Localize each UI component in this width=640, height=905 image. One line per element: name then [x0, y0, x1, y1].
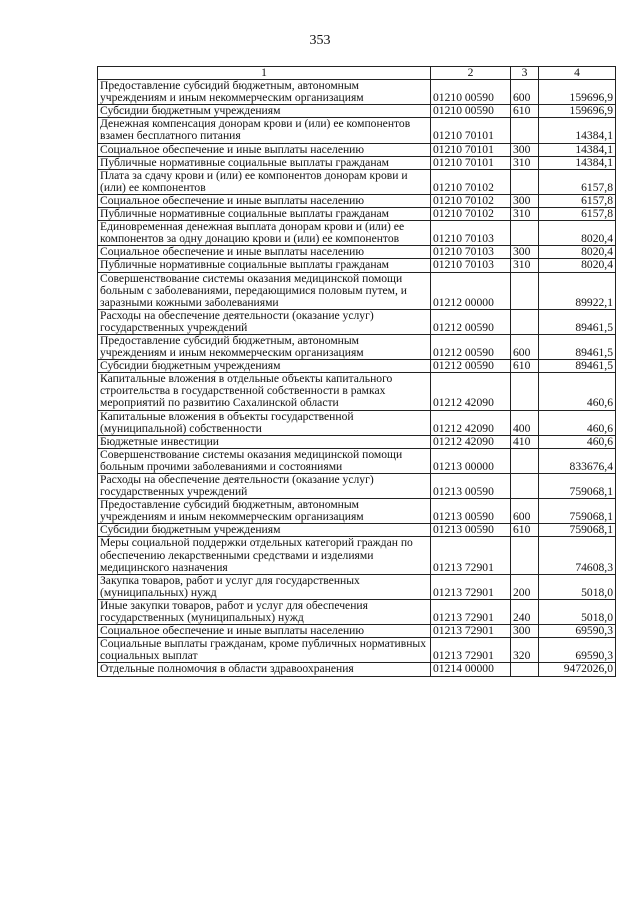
cell-name: Субсидии бюджетным учреждениям: [98, 360, 431, 373]
cell-name: Предоставление субсидий бюджетным, автономным учреждениям и иным некоммерческим организациям: [98, 499, 431, 524]
table-row: [98, 259, 616, 272]
cell-amount: 159696,9: [539, 105, 616, 118]
cell-type: [511, 118, 539, 143]
table-row: [98, 118, 616, 143]
table-row: [98, 208, 616, 221]
cell-amount: 759068,1: [539, 499, 616, 524]
cell-type: [511, 537, 539, 574]
cell-amount: 460,6: [539, 373, 616, 410]
cell-code: 01213 72901: [431, 625, 511, 638]
cell-code: 01212 42090: [431, 435, 511, 448]
cell-code: 01210 70103: [431, 221, 511, 246]
cell-code: 01213 00590: [431, 499, 511, 524]
cell-type: 320: [511, 638, 539, 663]
cell-code: 01210 00590: [431, 105, 511, 118]
budget-table-body: [98, 67, 616, 677]
cell-amount: 89461,5: [539, 309, 616, 334]
cell-amount: 5018,0: [539, 574, 616, 599]
cell-type: 300: [511, 194, 539, 207]
cell-amount: 460,6: [539, 410, 616, 435]
cell-amount: 460,6: [539, 435, 616, 448]
cell-type: 600: [511, 80, 539, 105]
cell-name: Предоставление субсидий бюджетным, автономным учреждениям и иным некоммерческим организациям: [98, 334, 431, 359]
cell-name: Субсидии бюджетным учреждениям: [98, 105, 431, 118]
table-row: [98, 156, 616, 169]
cell-type: [511, 272, 539, 309]
cell-type: 200: [511, 574, 539, 599]
cell-code: 01212 42090: [431, 373, 511, 410]
table-row: [98, 499, 616, 524]
cell-name: Совершенствование системы оказания медицинской помощи больным прочими заболеваниями и состояниями: [98, 448, 431, 473]
cell-code: 01210 70103: [431, 246, 511, 259]
cell-code: 01210 70102: [431, 169, 511, 194]
cell-amount: 759068,1: [539, 524, 616, 537]
cell-amount: 833676,4: [539, 448, 616, 473]
cell-type: 300: [511, 625, 539, 638]
cell-code: 01210 70101: [431, 143, 511, 156]
cell-name: Публичные нормативные социальные выплаты гражданам: [98, 208, 431, 221]
cell-name: Меры социальной поддержки отдельных категорий граждан по обеспечению лекарственными средствами и изделиями медицинского назначения: [98, 537, 431, 574]
cell-type: [511, 309, 539, 334]
cell-code: 01213 72901: [431, 599, 511, 624]
cell-type: 610: [511, 524, 539, 537]
cell-amount: 89461,5: [539, 334, 616, 359]
table-row: [98, 221, 616, 246]
cell-name: Субсидии бюджетным учреждениям: [98, 524, 431, 537]
cell-amount: 6157,8: [539, 169, 616, 194]
table-row: [98, 169, 616, 194]
cell-name: Единовременная денежная выплата донорам крови и (или) ее компонентов за одну донацию крови и (или) ее компонентов: [98, 221, 431, 246]
cell-type: 310: [511, 259, 539, 272]
table-row: [98, 194, 616, 207]
cell-amount: 6157,8: [539, 194, 616, 207]
column-header-name: 1: [98, 67, 431, 80]
cell-name: Денежная компенсация донорам крови и (или) ее компонентов взамен бесплатного питания: [98, 118, 431, 143]
cell-code: 01210 70102: [431, 208, 511, 221]
cell-amount: 8020,4: [539, 259, 616, 272]
cell-code: 01210 70101: [431, 156, 511, 169]
cell-code: 01212 00590: [431, 360, 511, 373]
cell-type: 310: [511, 156, 539, 169]
cell-type: 610: [511, 360, 539, 373]
cell-type: 310: [511, 208, 539, 221]
cell-code: 01210 70103: [431, 259, 511, 272]
table-row: [98, 435, 616, 448]
cell-name: Социальные выплаты гражданам, кроме публичных нормативных социальных выплат: [98, 638, 431, 663]
table-row: [98, 105, 616, 118]
cell-name: Плата за сдачу крови и (или) ее компонентов донорам крови и (или) ее компонентов: [98, 169, 431, 194]
cell-name: Бюджетные инвестиции: [98, 435, 431, 448]
table-row: [98, 599, 616, 624]
table-row: [98, 663, 616, 676]
cell-type: [511, 221, 539, 246]
table-row: [98, 373, 616, 410]
cell-name: Совершенствование системы оказания медицинской помощи больным с заболеваниями, передающимися половым путем, и заразными кожными заболеваниями: [98, 272, 431, 309]
table-row: [98, 625, 616, 638]
cell-type: 610: [511, 105, 539, 118]
table-row: [98, 272, 616, 309]
cell-amount: 89922,1: [539, 272, 616, 309]
table-row: [98, 360, 616, 373]
cell-amount: 6157,8: [539, 208, 616, 221]
cell-code: 01213 72901: [431, 638, 511, 663]
cell-code: 01213 00590: [431, 474, 511, 499]
table-row: [98, 638, 616, 663]
cell-type: [511, 169, 539, 194]
cell-type: 400: [511, 410, 539, 435]
table-row: [98, 474, 616, 499]
cell-name: Капитальные вложения в отдельные объекты капитального строительства в государственной собственности в рамках мероприятий по развитию Сахалинской области: [98, 373, 431, 410]
table-header-row: [98, 67, 616, 80]
cell-type: 600: [511, 499, 539, 524]
cell-amount: 5018,0: [539, 599, 616, 624]
cell-name: Социальное обеспечение и иные выплаты населению: [98, 194, 431, 207]
cell-code: 01212 42090: [431, 410, 511, 435]
cell-type: 240: [511, 599, 539, 624]
cell-name: Отдельные полномочия в области здравоохранения: [98, 663, 431, 676]
table-row: [98, 334, 616, 359]
cell-name: Социальное обеспечение и иные выплаты населению: [98, 625, 431, 638]
cell-code: 01213 72901: [431, 537, 511, 574]
table-row: [98, 537, 616, 574]
cell-amount: 759068,1: [539, 474, 616, 499]
cell-code: 01213 00590: [431, 524, 511, 537]
cell-amount: 89461,5: [539, 360, 616, 373]
cell-amount: 8020,4: [539, 246, 616, 259]
cell-name: Публичные нормативные социальные выплаты гражданам: [98, 156, 431, 169]
column-header-amount: 4: [539, 67, 616, 80]
cell-name: Социальное обеспечение и иные выплаты населению: [98, 143, 431, 156]
cell-amount: 14384,1: [539, 156, 616, 169]
cell-type: [511, 373, 539, 410]
cell-type: [511, 474, 539, 499]
cell-amount: 9472026,0: [539, 663, 616, 676]
cell-name: Публичные нормативные социальные выплаты гражданам: [98, 259, 431, 272]
cell-code: 01213 72901: [431, 574, 511, 599]
cell-code: 01212 00000: [431, 272, 511, 309]
cell-name: Закупка товаров, работ и услуг для государственных (муниципальных) нужд: [98, 574, 431, 599]
budget-table: [97, 66, 616, 677]
cell-code: 01213 00000: [431, 448, 511, 473]
cell-name: Иные закупки товаров, работ и услуг для обеспечения государственных (муниципальных) нужд: [98, 599, 431, 624]
cell-name: Капитальные вложения в объекты государственной (муниципальной) собственности: [98, 410, 431, 435]
table-row: [98, 309, 616, 334]
cell-name: Расходы на обеспечение деятельности (оказание услуг) государственных учреждений: [98, 474, 431, 499]
cell-type: [511, 663, 539, 676]
cell-amount: 69590,3: [539, 625, 616, 638]
cell-code: 01210 70102: [431, 194, 511, 207]
table-row: [98, 574, 616, 599]
cell-code: 01212 00590: [431, 334, 511, 359]
page-number: 353: [309, 33, 331, 48]
table-row: [98, 524, 616, 537]
cell-amount: 74608,3: [539, 537, 616, 574]
table-row: [98, 246, 616, 259]
cell-name: Социальное обеспечение и иные выплаты населению: [98, 246, 431, 259]
table-row: [98, 448, 616, 473]
table-row: [98, 410, 616, 435]
cell-amount: 14384,1: [539, 143, 616, 156]
column-header-type: 3: [511, 67, 539, 80]
cell-code: 01212 00590: [431, 309, 511, 334]
cell-code: 01210 00590: [431, 80, 511, 105]
cell-name: Предоставление субсидий бюджетным, автономным учреждениям и иным некоммерческим организациям: [98, 80, 431, 105]
column-header-code: 2: [431, 67, 511, 80]
table-row: [98, 80, 616, 105]
cell-code: 01210 70101: [431, 118, 511, 143]
cell-type: 410: [511, 435, 539, 448]
cell-amount: 14384,1: [539, 118, 616, 143]
cell-type: 300: [511, 143, 539, 156]
table-row: [98, 143, 616, 156]
cell-code: 01214 00000: [431, 663, 511, 676]
cell-type: [511, 448, 539, 473]
cell-name: Расходы на обеспечение деятельности (оказание услуг) государственных учреждений: [98, 309, 431, 334]
cell-type: 600: [511, 334, 539, 359]
cell-amount: 159696,9: [539, 80, 616, 105]
cell-amount: 69590,3: [539, 638, 616, 663]
cell-type: 300: [511, 246, 539, 259]
cell-amount: 8020,4: [539, 221, 616, 246]
